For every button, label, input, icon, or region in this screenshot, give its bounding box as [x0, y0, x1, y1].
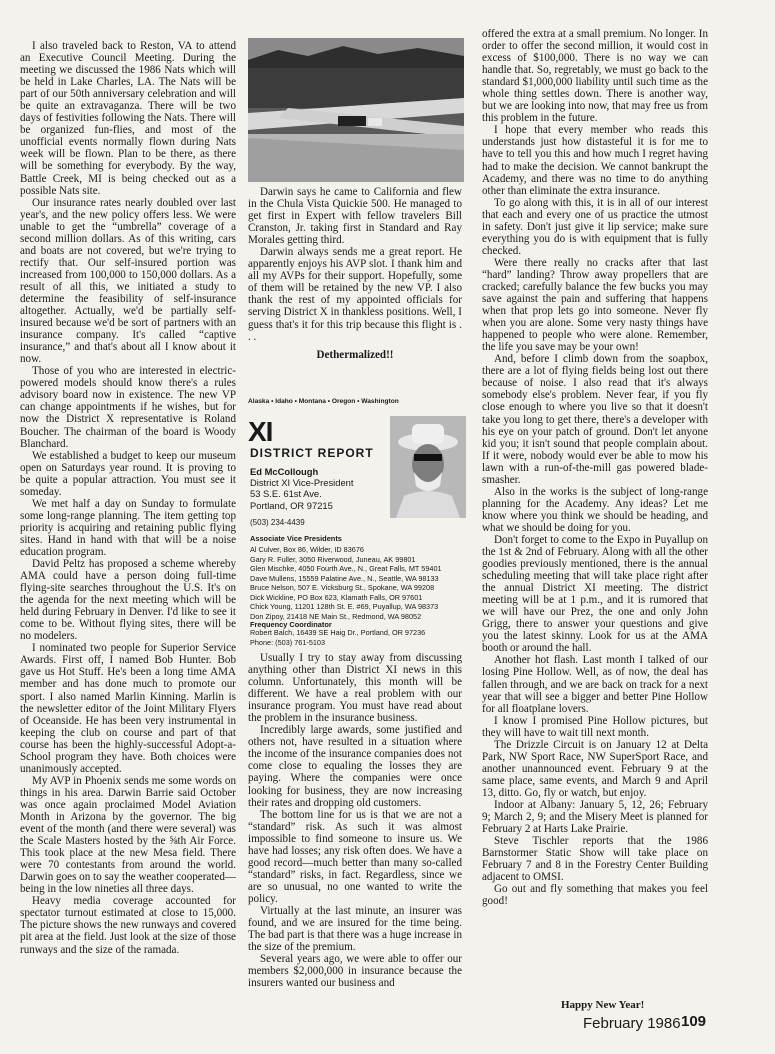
- avp-entry: Chick Young, 11201 128th St. E. #69, Puyallup, WA 98373: [250, 602, 439, 611]
- paragraph: I also traveled back to Reston, VA to attend an Executive Council Meeting. During the meeting we discussed the 1986 Nats which will be held in Lake Charles, LA. The Nats will be part of our 50th anniversary celebration and will be quite an extravaganza. There will be two days of festivities following the Nats. There will be organized fun-flies, and most of the unofficial events normally flown during Nats week will be flown. Plan to be there, as there will be something for everybody. By the way, Battle Creek, MI is being checked out as a possible Nats site.: [20, 40, 236, 197]
- signoff: Dethermalized!!: [316, 348, 394, 361]
- column-right: [482, 28, 708, 907]
- paragraph: David Peltz has proposed a scheme whereby AMA could have a person doing full-time flying-site searches throughout the U.S. It's on the agenda for the next meeting which will be held during February in Denver. I'd like to see it come to be. Without flying sites, there will be no modelers.: [20, 558, 236, 643]
- vp-address-line: Portland, OR 97215: [250, 499, 333, 511]
- avp-entry: Gary R. Fuller, 3050 Riverwood, Juneau, AK 99801: [250, 554, 416, 564]
- avp-entry: Glen Mischke, 4050 Fourth Ave., N., Great Falls, MT 59401: [250, 564, 442, 573]
- avp-entry: Don Zipoy, 21418 NE Main St., Redmond, WA 98052: [250, 611, 422, 621]
- paragraph: The bottom line for us is that we are not a “standard” risk. As such it was almost impossible to find someone to insure us. We have had losses; any risk often does. We have a good record—much better than many so-called “standard” risks, in fact. Regardless, since we are so unusual, no one wanted to write the policy.: [248, 808, 462, 905]
- paragraph: The Drizzle Circuit is on January 12 at Delta Park, NW Sport Race, NW SuperSport Race, and another unannounced event. February 9 at the same place, same events, and March 9 and April 13, ditto. Go, fly or watch, but enjoy.: [482, 738, 708, 799]
- paragraph: Don't forget to come to the Expo in Puyallup on the 1st & 2nd of February. Along with all the other goodies previously mentioned, there is the annual scheduling meeting that will take place right after the annual District XI meeting. The district meeting will be at 1 p.m., and it is rumored that we will have our Prez, the one and only John Grigg, there to answer your questions and give you the latest skinny. Look for us at the AMA booth or around the hall.: [482, 533, 708, 655]
- paragraph: Heavy media coverage accounted for spectator turnout estimated at close to 15,000. The picture shows the new runways and covered pit area at the field. Just look at the size of those runways and the size of the ramada.: [20, 895, 236, 956]
- paragraph: offered the extra at a small premium. No longer. In order to offer the second million, it would cost in excess of $100,000. There is no way we can handle that. So, regretably, we must go back to the standard $1,000,000 liability until such time as the whole thing settles down. There is another way, but we are looking into now, that may free us from this problem in the future.: [482, 28, 708, 125]
- column-middle-bottom: [248, 652, 462, 989]
- paragraph: Steve Tischler reports that the 1986 Barnstormer Static Show will take place on February 7 and 8 in the Forestry Center Building adjacent to OMSI.: [482, 835, 708, 884]
- airfield-photo: [248, 38, 464, 182]
- paragraph: Darwin always sends me a great report. He apparently enjoys his AVP slot. I thank him and all my AVPs for their support. Hopefully, some of them will be retained by the new VP. I also thank the rest of my appointed officials for serving District X in thankless positions. Well, I guess that's it for this trip because this flight is . . .: [248, 246, 462, 343]
- paragraph: Indoor at Albany: January 5, 12, 26; February 9; March 2, 9; and the Misery Meet is planned for February 2 at Harts Lake Prairie.: [482, 799, 708, 836]
- paragraph: To go along with this, it is in all of our interest that each and every one of us practice the utmost in safety. Don't just give it lip service; make sure everything you do is with equipment that is fully checked.: [482, 196, 708, 257]
- paragraph: Those of you who are interested in electric-powered models should know there's a rules advisory board now in existence. The new VP can change appointments if he wishes, but for now the District X representative is Roland Boucher. The chairman of the board is Woody Blanchard.: [20, 365, 236, 450]
- avp-heading: Associate Vice Presidents: [250, 534, 342, 543]
- page-number: 109: [681, 1013, 707, 1030]
- avp-entry: Al Culver, Box 86, Wilder, ID 83676: [250, 545, 364, 554]
- district-report-box: [248, 398, 464, 650]
- paragraph: We established a budget to keep our museum open on Saturdays year round. It is proving to be quite a popular attraction. You must see it someday.: [20, 449, 236, 498]
- avp-entry: Bruce Nelson, 507 E. Vicksburg St., Spokane, WA 99208: [250, 583, 435, 592]
- freq-coordinator: [250, 628, 425, 647]
- column-left: [20, 40, 236, 956]
- issue-date: February 1986: [583, 1015, 681, 1032]
- freq-entry: Phone: (503) 761-5103: [250, 637, 326, 647]
- freq-heading: Frequency Coordinator: [250, 620, 332, 629]
- vp-contact: [250, 466, 354, 511]
- paragraph: Our insurance rates nearly doubled over last year's, and the new policy offers less. We were unable to get the “umbrella” coverage of a second million dollars. As of this writing, cars and boats are not covered, but we're trying to rectify that. Our self-insured portion was increased from 100,000 to 150,000 dollars. As a result of all this, we initiated a study to determine the feasibility of self-insurance altogether. Actually, we'd be partially self-insured because we'd be sort of partners with an insurance company. It's called “captive insurance,” and that's about all I know about it now.: [20, 196, 236, 366]
- paragraph: Several years ago, we were able to offer our members $2,000,000 in insurance because the insurers wanted our business and: [248, 953, 462, 990]
- paragraph: Were there really no cracks after that last “hard” landing? Throw away propellers that are cracked; carefully balance the few bucks you may save against the pain and suffering that happens when that prop lets go into someone. Never fly when you are alone. Some very nasty things have happened to people who were alone. Remember, the life you save may be your own!: [482, 256, 708, 354]
- avp-entry: Dick Wickline, PO Box 623, Klamath Falls, OR 97601: [250, 592, 423, 602]
- avp-list: [250, 545, 442, 621]
- paragraph: Virtually at the last minute, an insurer was found, and we are insured for the time being. The bad part is that there was a huge increase in the size of the premium.: [248, 904, 462, 954]
- paragraph: Another hot flash. Last month I talked of our losing Pine Hollow. Well, as of now, the deal has fallen through, and we are back on track for a next year that will see a bigger and better Pine Hollow for all floatplane lovers.: [482, 654, 708, 715]
- freq-entry: Robert Balch, 16439 SE Haig Dr., Portland, OR 97236: [250, 628, 426, 637]
- district-report-title: DISTRICT REPORT: [250, 446, 374, 460]
- paragraph: Darwin says he came to California and flew in the Chula Vista Quickie 500. He managed to get first in Expert with fellow travelers Bill Cranston, Jr. taking first in Standard and Ray Morales getting third.: [248, 186, 462, 247]
- paragraph: Also in the works is the subject of long-range planning for the Academy. Any ideas? Let me know where you think we should be heading, and what we should be doing for you.: [482, 485, 708, 534]
- avp-entry: Dave Mullens, 15559 Palatine Ave., N., Seattle, WA 98133: [250, 573, 439, 583]
- vp-address-line: 53 S.E. 61st Ave.: [250, 488, 322, 500]
- paragraph: Go out and fly something that makes you feel good!: [482, 883, 708, 908]
- paragraph: I nominated two people for Superior Service Awards. First off, I named Bob Hunter. Bob gave us Hot Stuff. He's been a long time AMA member and has done much to promote our sport. I also named Marlin Kinning. Marlin is the newsletter editor of the Joint Military Flyers of Oceanside. He has been very instrumental in keeping the club on course and part of that course has been the highly-successful Adopt-a-School program they have. Both choices were unanimously accepted.: [20, 642, 236, 775]
- column-middle-top: [248, 186, 462, 361]
- paragraph: And, before I climb down from the soapbox, there are a lot of flying fields being lost out there because of noise. I also read that it's always somebody else's problem. Never fear, if you fly close enough to where you live so that it doesn't take you long to get there, there's a developer with his eye on your patch of ground. Don't let anyone kid you; it isn't sound that people complain about. If it were, nobody would ever be able to mow his lawn with a run-of-the-mill gas powered blade-smasher.: [482, 353, 708, 486]
- paragraph: Incredibly large awards, some justified and others not, have resulted in a situation where the income of the insurance companies does not come close to equaling the losses they are paying. Where the companies were once looking for business, they are now increasing their rates and dropping old customers.: [248, 724, 462, 809]
- vp-title: District XI Vice-President: [250, 477, 354, 489]
- district-number: XI: [248, 416, 273, 447]
- vp-portrait: [390, 416, 466, 518]
- states-list: Alaska • Idaho • Montana • Oregon • Washington: [248, 398, 399, 405]
- vp-name: Ed McCollough: [250, 466, 319, 477]
- paragraph: We met half a day on Sunday to formulate some long-range planning. The item getting top priority is acquiring and retaining public flying sites. Hand in hand with that will be a noise education program.: [20, 497, 236, 558]
- closing-line: Happy New Year!: [561, 999, 645, 1011]
- paragraph: I know I promised Pine Hollow pictures, but they will have to wait till next month.: [482, 714, 708, 739]
- paragraph: I hope that every member who reads this understands just how distasteful it is for me to have to tell you this and how much I regret having had to make the decision. We cannot bankrupt the Academy, and there was no time to do anything other than eliminate the extra insurance.: [482, 124, 708, 197]
- paragraph: My AVP in Phoenix sends me some words on things in his area. Darwin Barrie said October was once again proclaimed Model Aviation Month in Arizona by the governor. The big event of the month (and there were several) was the Scale Masters hosted by the ⅝th Air Force. This took place at the new Mesa field. There were 70 contestants from around the world. Darwin goes on to say the weather cooperated—being in the low nineties all three days.: [20, 774, 236, 896]
- vp-phone: (503) 234-4439: [250, 518, 305, 527]
- paragraph: Usually I try to stay away from discussing anything other than District XI news in this column. Unfortunately, this month will be different. We have a real problem with our insurance program. You must have read about the problem in the insurance business.: [248, 652, 462, 725]
